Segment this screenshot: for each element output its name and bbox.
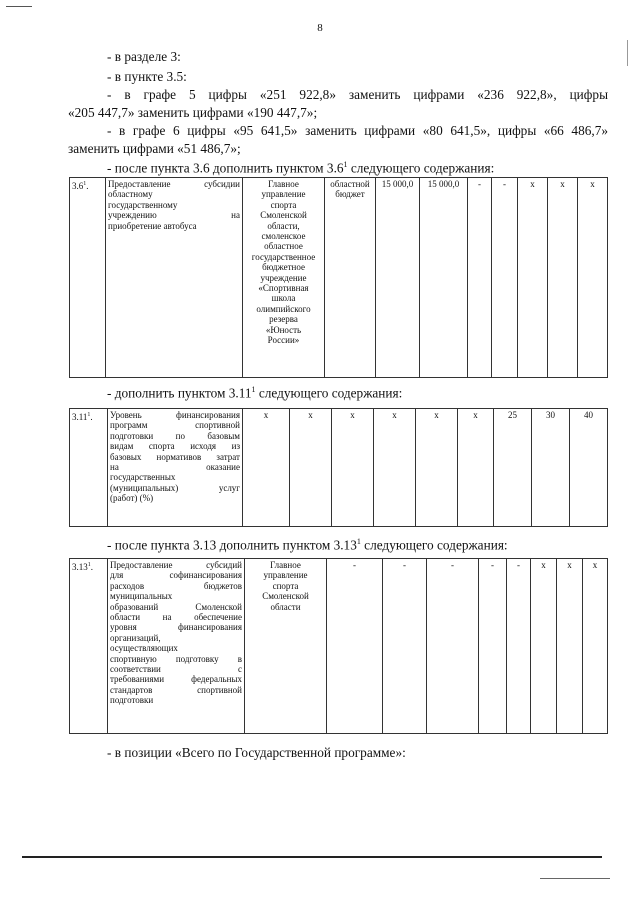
- row-value: 25: [494, 409, 532, 527]
- intro-text: - после пункта 3.6 дополнить пунктом 3.6: [107, 160, 344, 176]
- row-description: Уровень финансирования программ спортивной подготовки по базовым видам спорта исходя из базовых нормативов затрат на оказание государственных (муниципальных) услуг (работ) (%): [108, 409, 243, 527]
- row-value: х: [332, 409, 374, 527]
- text-line: - в графе 5 цифры «251 922,8» заменить цифрами «236 922,8», цифры: [107, 87, 608, 102]
- row-value: х: [416, 409, 458, 527]
- table-3-6-1: [69, 177, 608, 378]
- row-value: -: [479, 559, 507, 734]
- row-value: х: [243, 409, 290, 527]
- page-number: 8: [317, 22, 323, 34]
- section-intro: [107, 533, 608, 554]
- row-value: х: [531, 559, 557, 734]
- text-line: заменить цифрами «51 486,7»;: [68, 141, 241, 156]
- row-number: 3.13$^1$.: [70, 559, 108, 734]
- row-value: 30: [532, 409, 570, 527]
- row-source: областной бюджет: [325, 178, 376, 378]
- scan-mark: [6, 6, 32, 7]
- row-value: 15 000,0: [420, 178, 468, 378]
- bottom-rule-small: [540, 878, 610, 879]
- row-value: х: [583, 559, 608, 734]
- row-value: -: [468, 178, 492, 378]
- row-value: 40: [570, 409, 608, 527]
- closing-line: - в позиции «Всего по Государственной программе»:: [107, 745, 406, 760]
- row-value: -: [507, 559, 531, 734]
- row-value: -: [383, 559, 427, 734]
- row-description: Предоставление субсидий для софинансирования расходов бюджетов муниципальных образований Смоленской области на обеспечение уровня финансирования организаций, осуществляющих спортивную подготовку в соответствии с требованиями федеральных стандартов спортивной подготовки: [108, 559, 245, 734]
- intro-sup: 1: [343, 160, 348, 169]
- row-value: х: [458, 409, 494, 527]
- row-value: -: [427, 559, 479, 734]
- row-number: 3.11$^1$.: [70, 409, 108, 527]
- intro-text: - после пункта 3.13 дополнить пунктом 3.13: [107, 537, 357, 553]
- row-value: х: [518, 178, 548, 378]
- row-description: Предоставление субсидии областному государственному учреждению на приобретение автобуса: [106, 178, 243, 378]
- row-executor: Главное управление спорта Смоленской области: [245, 559, 327, 734]
- section-intro: [107, 156, 608, 177]
- scan-mark-right: [627, 40, 628, 66]
- intro-sup: 1: [251, 385, 256, 394]
- row-value: 15 000,0: [376, 178, 420, 378]
- intro-tail: следующего содержания:: [360, 537, 508, 553]
- row-value: х: [374, 409, 416, 527]
- table-row: [70, 559, 608, 734]
- row-value: х: [578, 178, 608, 378]
- bottom-rule: [22, 856, 602, 858]
- table-3-13-1: [69, 558, 608, 734]
- row-executor: Главное управление спорта Смоленской области, смоленское областное государственное бюджетное учреждение «Спортивная школа олимпийского резерва «Юность России»: [243, 178, 325, 378]
- row-value: х: [557, 559, 583, 734]
- text-line: - в графе 6 цифры «95 641,5» заменить цифрами «80 641,5», цифры «66 486,7»: [107, 123, 608, 138]
- row-value: х: [548, 178, 578, 378]
- row-value: х: [290, 409, 332, 527]
- text-line: «205 447,7» заменить цифрами «190 447,7»;: [68, 105, 318, 120]
- text-line: - в разделе 3:: [107, 49, 181, 64]
- intro-text: - дополнить пунктом 3.11: [107, 385, 252, 401]
- table-row: [70, 178, 608, 378]
- row-number: $3.6^1$.: [70, 178, 106, 378]
- intro-tail: следующего содержания:: [347, 160, 495, 176]
- table-row: [70, 409, 608, 527]
- table-3-11-1: [69, 408, 608, 527]
- text-line: - в пункте 3.5:: [107, 69, 187, 84]
- intro-sup: 1: [356, 537, 361, 546]
- section-intro: [107, 381, 608, 402]
- intro-tail: следующего содержания:: [255, 385, 403, 401]
- row-value: -: [492, 178, 518, 378]
- row-value: -: [327, 559, 383, 734]
